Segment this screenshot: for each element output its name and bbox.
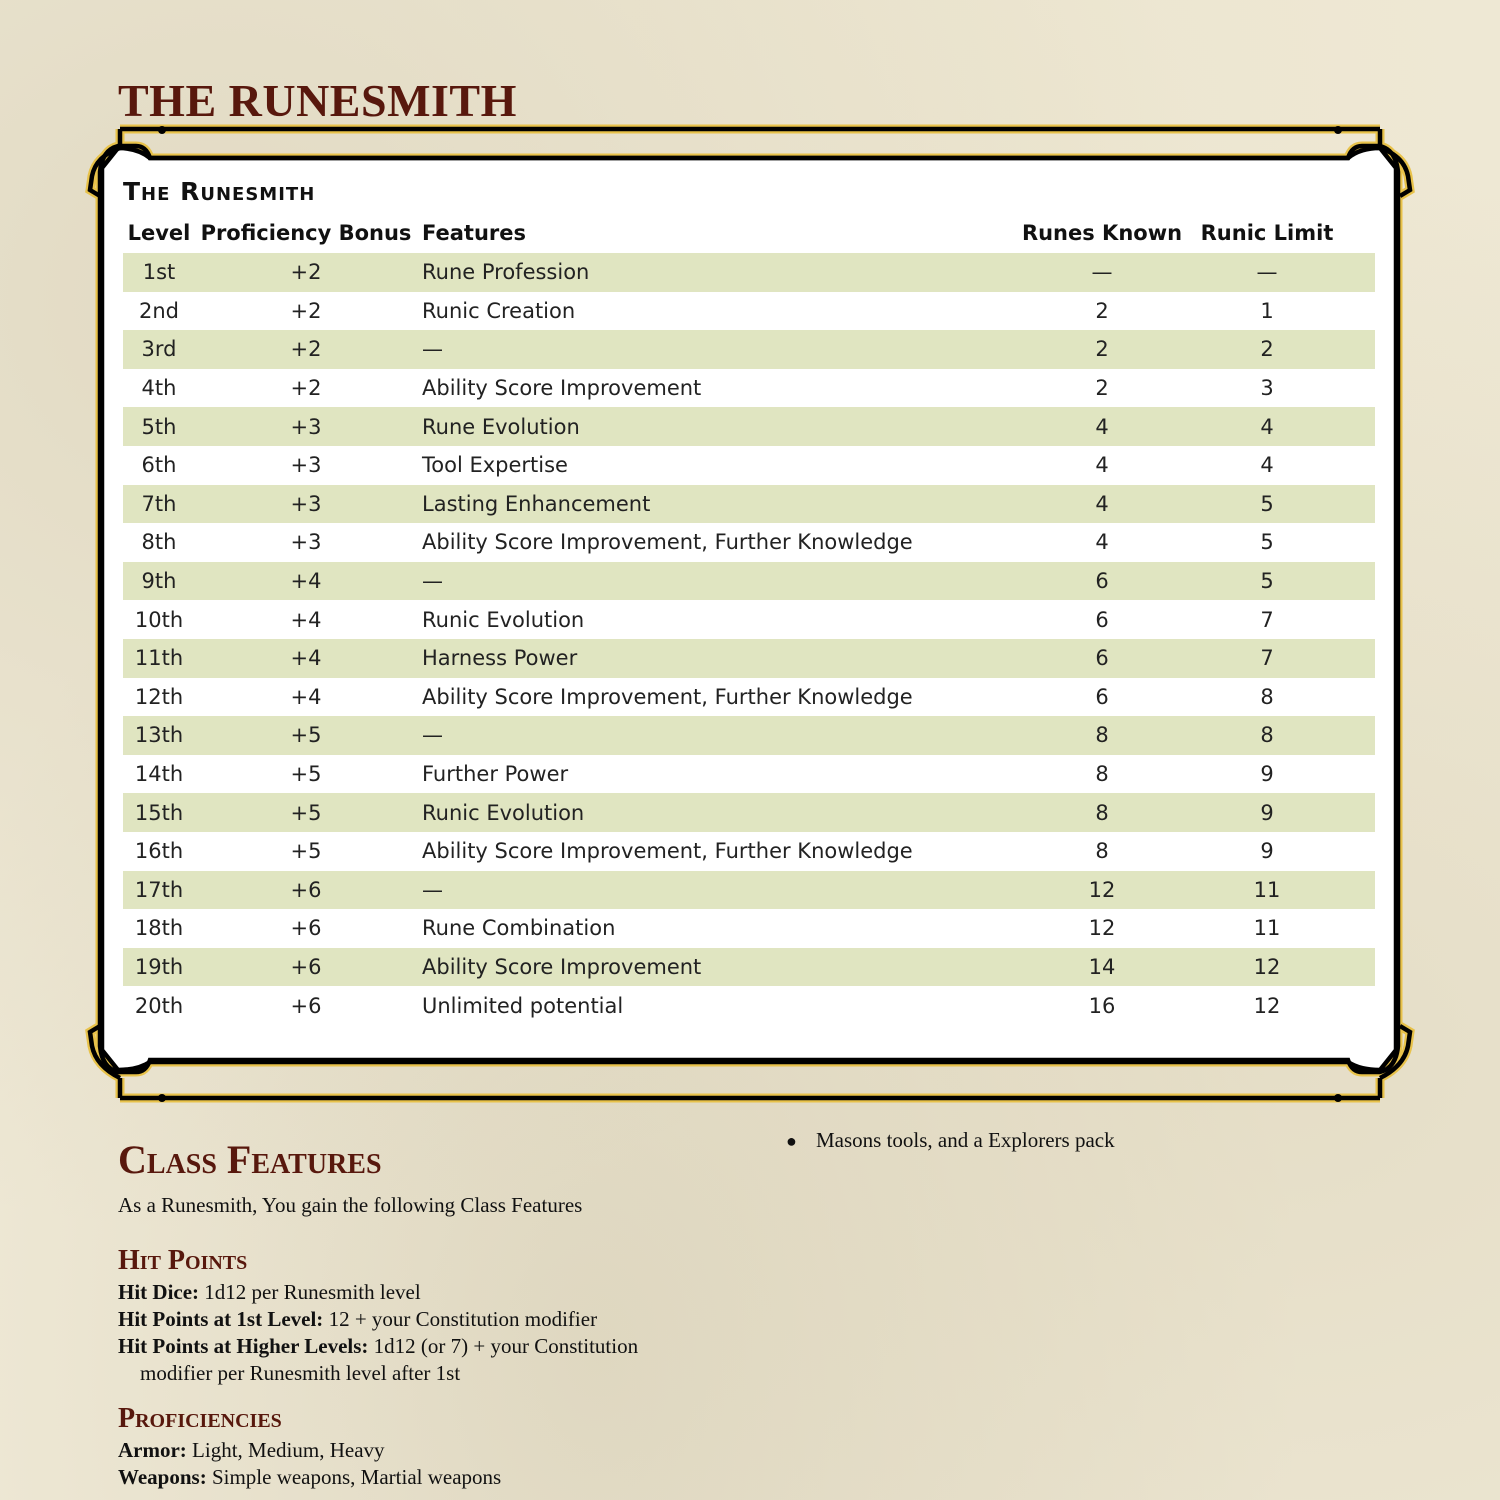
level-cell: 15th (123, 793, 195, 832)
runic-limit-cell: 1 (1260, 298, 1274, 323)
proficiency-cell: +3 (195, 485, 417, 524)
runes-known-cell: 16 (1088, 993, 1116, 1018)
features-cell: Ability Score Improvement, Further Knowledge (422, 684, 913, 709)
features-cell: — (417, 871, 1012, 910)
proficiency-cell: +2 (195, 253, 417, 292)
features-cell: — (417, 330, 1012, 369)
table-row (123, 485, 1375, 524)
runic-limit-cell: 5 (1192, 562, 1342, 601)
table-row (123, 678, 1375, 717)
level-cell: 7th (123, 485, 195, 524)
hit-dice-line: Hit Dice: 1d12 per Runesmith level (118, 1280, 421, 1304)
runes-known-cell: 12 (1012, 871, 1192, 910)
runic-limit-cell: 4 (1260, 453, 1274, 478)
proficiency-cell: +4 (195, 639, 417, 678)
runes-known-cell: 8 (1095, 762, 1109, 787)
bullet-icon: ● (786, 1131, 797, 1151)
level-cell: 13th (123, 716, 195, 755)
level-cell: 19th (123, 948, 195, 987)
hit-points-heading: Hit Points (118, 1245, 248, 1276)
runic-limit-cell: 9 (1260, 839, 1274, 864)
level-cell: 17th (123, 871, 195, 910)
features-cell: Runic Evolution (417, 793, 1012, 832)
table-row (123, 832, 1375, 871)
proficiency-cell: +6 (290, 916, 322, 941)
features-cell: — (417, 562, 1012, 601)
features-cell: Runic Evolution (422, 607, 585, 632)
table-row (123, 292, 1375, 331)
table-row (123, 562, 1375, 601)
runic-limit-cell: 3 (1260, 376, 1274, 401)
runic-limit-cell: 5 (1192, 485, 1342, 524)
runes-known-cell: 6 (1012, 562, 1192, 601)
runes-known-cell: 14 (1012, 948, 1192, 987)
runes-known-cell: 8 (1012, 716, 1192, 755)
level-cell: 16th (134, 839, 184, 864)
runesmith-table (123, 175, 1375, 1025)
level-cell: 9th (123, 562, 195, 601)
table-row (123, 330, 1375, 369)
runes-known-cell: 4 (1095, 453, 1109, 478)
level-cell: 4th (141, 376, 177, 401)
features-cell: Unlimited potential (422, 993, 624, 1018)
proficiency-cell: +5 (290, 839, 322, 864)
header-runic-limit: Runic Limit (1200, 221, 1334, 245)
runic-limit-cell: 12 (1192, 948, 1342, 987)
runes-known-cell: 4 (1012, 407, 1192, 446)
proficiency-cell: +3 (290, 530, 322, 555)
level-cell: 14th (134, 762, 184, 787)
table-row (123, 523, 1375, 562)
runic-limit-cell: — (1192, 253, 1342, 292)
level-cell: 11th (123, 639, 195, 678)
proficiency-cell: +3 (290, 453, 322, 478)
class-features-section (118, 1137, 738, 1491)
features-cell: Further Power (422, 762, 569, 787)
features-cell: Runic Creation (422, 298, 576, 323)
table-row (123, 716, 1375, 755)
runic-limit-cell: 11 (1253, 916, 1281, 941)
table-row (123, 871, 1375, 910)
table-row (123, 407, 1375, 446)
header-runes-known: Runes Known (1021, 221, 1183, 245)
runic-limit-cell: 7 (1260, 607, 1274, 632)
equipment-item: Masons tools, and a Explorers pack (816, 1128, 1115, 1152)
level-cell: 1st (123, 253, 195, 292)
proficiency-cell: +5 (195, 716, 417, 755)
equipment-bullet (786, 1128, 1386, 1153)
proficiency-cell: +3 (195, 407, 417, 446)
table-row (123, 446, 1375, 485)
proficiency-cell: +4 (290, 607, 322, 632)
level-cell: 18th (134, 916, 184, 941)
table-row (123, 948, 1375, 987)
table-row (123, 253, 1375, 292)
runes-known-cell: 4 (1012, 485, 1192, 524)
features-cell: Rune Combination (422, 916, 616, 941)
runic-limit-cell: 5 (1260, 530, 1274, 555)
runic-limit-cell: 2 (1192, 330, 1342, 369)
features-cell: Rune Evolution (417, 407, 1012, 446)
proficiency-cell: +2 (290, 298, 322, 323)
proficiency-cell: +5 (195, 793, 417, 832)
table-row (123, 986, 1375, 1025)
runes-known-cell: 6 (1012, 639, 1192, 678)
runes-known-cell: 2 (1095, 376, 1109, 401)
runic-limit-cell: 9 (1192, 793, 1342, 832)
table-row (123, 369, 1375, 408)
proficiency-cell: +6 (195, 871, 417, 910)
runes-known-cell: 2 (1012, 330, 1192, 369)
class-features-intro: As a Runesmith, You gain the following Class Features (118, 1193, 583, 1217)
features-cell: — (417, 716, 1012, 755)
runic-limit-cell: 4 (1192, 407, 1342, 446)
runic-limit-cell: 12 (1253, 993, 1281, 1018)
proficiency-cell: +6 (290, 993, 322, 1018)
class-progression-table (123, 213, 1375, 1025)
features-cell: Tool Expertise (422, 453, 568, 478)
runic-limit-cell: 8 (1192, 716, 1342, 755)
level-cell: 6th (141, 453, 177, 478)
level-cell: 10th (134, 607, 184, 632)
table-row (123, 755, 1375, 794)
hp-first-level-line: Hit Points at 1st Level: 12 + your Constitution modifier (118, 1307, 598, 1331)
level-cell: 8th (141, 530, 177, 555)
runes-known-cell: 12 (1088, 916, 1116, 941)
runic-limit-cell: 9 (1260, 762, 1274, 787)
runes-known-cell: 6 (1095, 684, 1109, 709)
features-cell: Ability Score Improvement (417, 948, 1012, 987)
table-caption: The Runesmith (123, 177, 316, 206)
class-features-heading: Class Features (118, 1137, 382, 1182)
features-cell: Rune Profession (417, 253, 1012, 292)
header-proficiency-bonus: Proficiency Bonus (200, 221, 412, 245)
table-header-row (123, 213, 1375, 253)
runes-known-cell: 8 (1095, 839, 1109, 864)
features-cell: Ability Score Improvement, Further Knowledge (422, 530, 913, 555)
runes-known-cell: — (1012, 253, 1192, 292)
header-features: Features (422, 221, 526, 245)
proficiency-cell: +4 (290, 684, 322, 709)
proficiencies-heading: Proficiencies (118, 1403, 282, 1434)
runes-known-cell: 6 (1095, 607, 1109, 632)
hp-higher-levels-line: Hit Points at Higher Levels: 1d12 (or 7) + your Constitution (118, 1334, 639, 1358)
level-cell: 3rd (123, 330, 195, 369)
runic-limit-cell: 8 (1260, 684, 1274, 709)
level-cell: 2nd (138, 298, 179, 323)
armor-line: Armor: Light, Medium, Heavy (118, 1438, 385, 1462)
proficiency-cell: +2 (290, 376, 322, 401)
page-title: THE RUNESMITH (118, 75, 517, 126)
level-cell: 12th (134, 684, 184, 709)
runic-limit-cell: 11 (1192, 871, 1342, 910)
header-level: Level (127, 221, 191, 245)
proficiency-cell: +6 (195, 948, 417, 987)
proficiency-cell: +2 (195, 330, 417, 369)
table-row (123, 600, 1375, 639)
hp-higher-levels-continued: modifier per Runesmith level after 1st (140, 1361, 461, 1385)
table-row (123, 793, 1375, 832)
features-cell: Ability Score Improvement (422, 376, 702, 401)
proficiency-cell: +5 (290, 762, 322, 787)
level-cell: 20th (134, 993, 184, 1018)
weapons-line: Weapons: Simple weapons, Martial weapons (118, 1465, 502, 1489)
runes-known-cell: 8 (1012, 793, 1192, 832)
level-cell: 5th (123, 407, 195, 446)
proficiency-cell: +4 (195, 562, 417, 601)
table-row (123, 639, 1375, 678)
runes-known-cell: 4 (1095, 530, 1109, 555)
features-cell: Ability Score Improvement, Further Knowledge (422, 839, 913, 864)
features-cell: Harness Power (417, 639, 1012, 678)
runic-limit-cell: 7 (1192, 639, 1342, 678)
table-row (123, 909, 1375, 948)
runes-known-cell: 2 (1095, 298, 1109, 323)
equipment-section (786, 1128, 1386, 1153)
features-cell: Lasting Enhancement (417, 485, 1012, 524)
